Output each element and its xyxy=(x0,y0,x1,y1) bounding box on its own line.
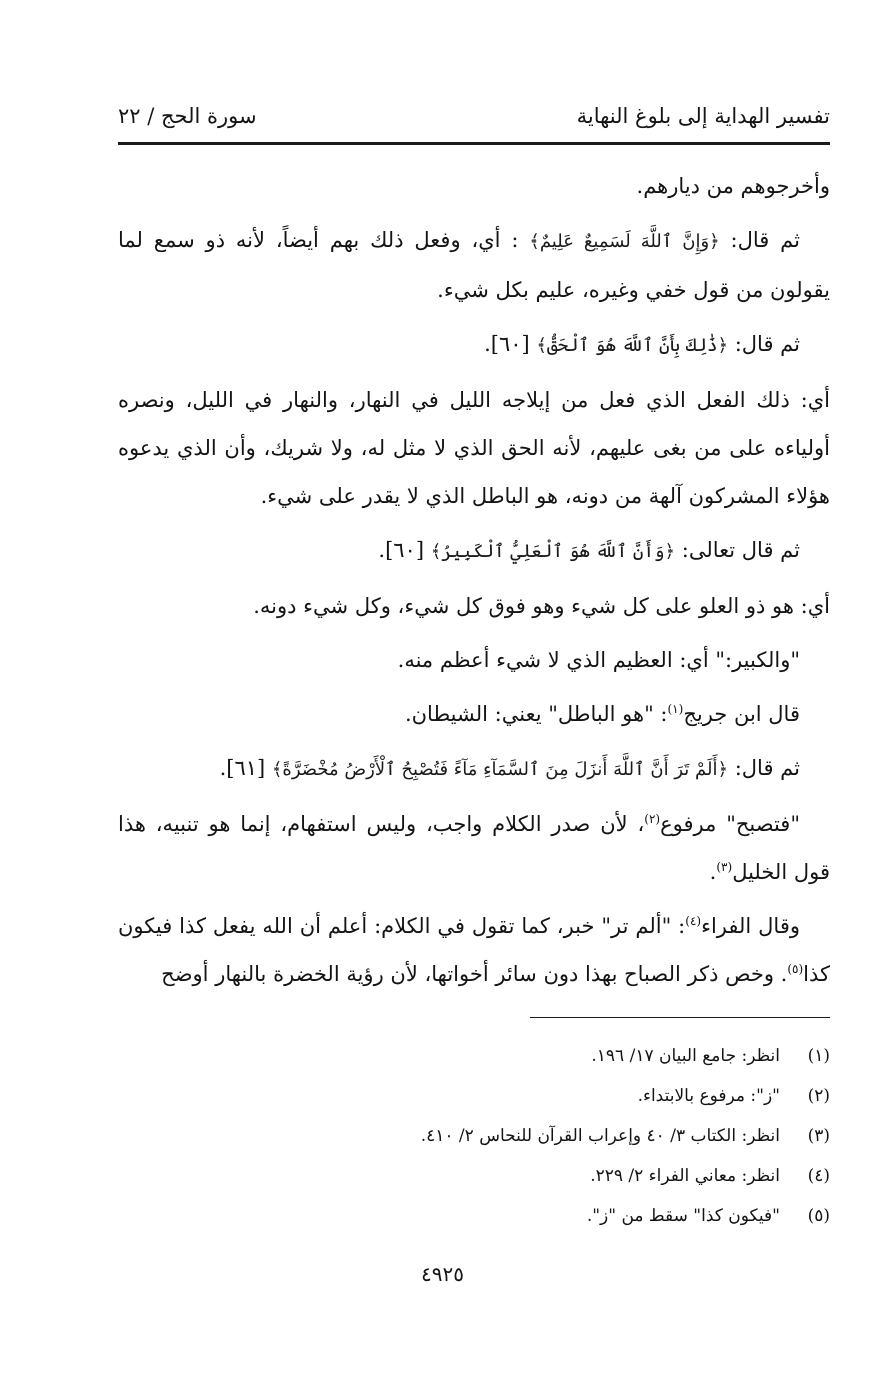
paragraph xyxy=(118,216,830,314)
paragraph xyxy=(118,376,830,520)
paragraph xyxy=(118,162,830,210)
page-number: ٤٩٢٥ xyxy=(421,1262,464,1286)
main-text xyxy=(118,162,830,1004)
paragraph-lead: ثم قال: xyxy=(728,756,800,780)
footnote-text: انظر: معاني الفراء ٢/ ٢٢٩. xyxy=(590,1166,780,1186)
footnote xyxy=(118,1116,830,1156)
footnote xyxy=(118,1156,830,1196)
footnote-number: (٥) xyxy=(807,1206,830,1226)
verse-number: [٦٠]. xyxy=(378,538,431,562)
footnote-text: انظر: جامع البيان ١٧/ ١٩٦. xyxy=(591,1046,780,1066)
paragraph-text: ، لأن صدر الكلام واجب، وليس استفهام، إنما هو تنبيه، هذا قول الخليل xyxy=(118,812,830,884)
footnote-ref[interactable]: (٤) xyxy=(685,914,702,928)
running-header xyxy=(118,96,830,136)
paragraph xyxy=(118,526,830,576)
paragraph-text: أي: هو ذو العلو على كل شيء وهو فوق كل شيء، وكل شيء دونه. xyxy=(253,594,830,618)
quran-verse: ﴿وَأَنَّ ٱللَّهَ هُوَ ٱلْعَلِيُّ ٱلْكَبِيرُ﴾ xyxy=(430,541,676,562)
footnote-rule xyxy=(530,1017,830,1018)
footnote-text: "ز": مرفوع بالابتداء. xyxy=(637,1086,780,1106)
verse-number: [٦٠]. xyxy=(484,332,537,356)
footnote-number: (٢) xyxy=(807,1086,830,1106)
footnote xyxy=(118,1196,830,1236)
book-title: تفسير الهداية إلى بلوغ النهاية xyxy=(576,104,830,128)
footnote-ref[interactable]: (٢) xyxy=(644,812,661,826)
paragraph-text: : أي، وفعل ذلك بهم أيضاً، لأنه ذو سمع لما يقولون من قول خفي وغيره، عليم بكل شيء. xyxy=(118,228,830,302)
quran-verse: ﴿وَإِنَّ ٱللَّهَ لَسَمِيعٌ عَلِيمٌ﴾ xyxy=(529,231,720,252)
surah-label: سورة الحج / ٢٢ xyxy=(118,104,257,128)
footnote-ref[interactable]: (٥) xyxy=(787,962,804,976)
footnote-ref[interactable]: (١) xyxy=(667,702,684,716)
paragraph xyxy=(118,582,830,630)
quran-verse: ﴿أَلَمْ تَرَ أَنَّ ٱللَّهَ أَنزَلَ مِنَ ٱلسَّمَآءِ مَآءً فَتُصْبِحُ ٱلْأَرْضُ مُخْضَرَّةً﴾ xyxy=(271,759,729,780)
footnote-number: (١) xyxy=(807,1046,830,1066)
paragraph-text: : "ألم تر" خبر، كما تقول في الكلام: أعلم أن الله يفعل كذا فيكون كذا xyxy=(118,914,830,986)
paragraph xyxy=(118,902,830,998)
header-rule xyxy=(118,142,830,145)
paragraph xyxy=(118,320,830,370)
paragraph-lead: "فتصبح" مرفوع xyxy=(660,812,800,836)
paragraph-lead: وقال الفراء xyxy=(701,914,800,938)
footnote xyxy=(118,1076,830,1116)
footnote-number: (٣) xyxy=(807,1126,830,1146)
paragraph-text: . وخص ذكر الصباح بهذا دون سائر أخواتها، لأن رؤية الخضرة بالنهار أوضح xyxy=(161,962,788,986)
paragraph-lead: قال ابن جريج xyxy=(683,702,800,726)
footnote-ref[interactable]: (٣) xyxy=(716,860,733,874)
paragraph-lead: ثم قال: xyxy=(719,228,800,252)
paragraph xyxy=(118,744,830,794)
verse-number: [٦١]. xyxy=(219,756,272,780)
footnote-text: انظر: الكتاب ٣/ ٤٠ وإعراب القرآن للنحاس ٢/ ٤١٠. xyxy=(420,1126,780,1146)
paragraph-text: وأخرجوهم من ديارهم. xyxy=(636,174,830,198)
footnote-number: (٤) xyxy=(807,1166,830,1186)
footnotes xyxy=(118,1036,830,1236)
footnote xyxy=(118,1036,830,1076)
paragraph-text: "والكبير:" أي: العظيم الذي لا شيء أعظم منه. xyxy=(397,648,800,672)
paragraph-lead: ثم قال تعالى: xyxy=(675,538,800,562)
footnote-text: "فيكون كذا" سقط من "ز". xyxy=(586,1206,780,1226)
paragraph-text: أي: ذلك الفعل الذي فعل من إيلاجه الليل في النهار، والنهار في الليل، ونصره أولياءه على من بغى عليهم، لأنه الحق الذي لا مثل له، ولا شريك، وأن الذي يدعوه هؤلاء المشركون آلهة من دونه، هو الباطل الذي لا يقدر على شيء. xyxy=(118,388,830,508)
paragraph-text: : "هو الباطل" يعني: الشيطان. xyxy=(404,702,668,726)
paragraph xyxy=(118,636,830,684)
quran-verse: ﴿ذَٰلِكَ بِأَنَّ ٱللَّهَ هُوَ ٱلْحَقُّ﴾ xyxy=(536,335,729,356)
paragraph-lead: ثم قال: xyxy=(728,332,800,356)
paragraph xyxy=(118,800,830,896)
paragraph-text: . xyxy=(709,860,717,884)
paragraph xyxy=(118,690,830,738)
